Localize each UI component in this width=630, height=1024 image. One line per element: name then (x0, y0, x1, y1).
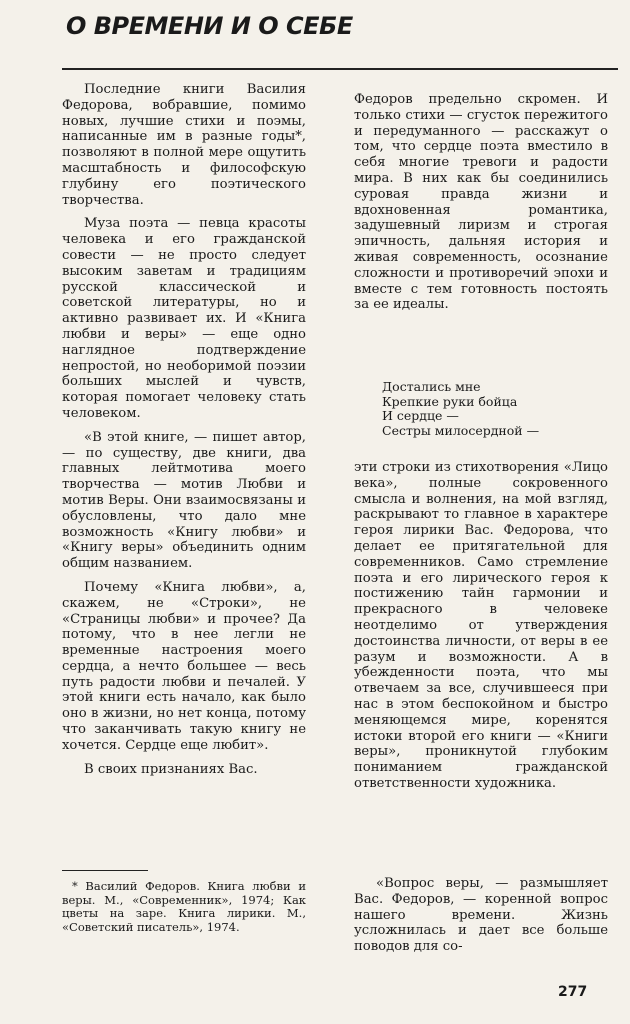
title-rule (62, 68, 618, 70)
poem-line: И сердце — (382, 408, 459, 423)
right-column-final (354, 876, 608, 955)
footnote-rule (62, 870, 148, 871)
poem-line: Достались мне (382, 379, 481, 394)
poem-line: Сестры милосердной — (382, 422, 540, 438)
paragraph: Муза поэта — певца красоты человека и его гражданской совести — не просто следует высоким заветам и традициям русской классической и советской литературы, но и активно развивает их. И «Книга любви и веры» — еще одно наглядное подтверждение непростой, но необоримой поэзии больших мыслей и чувств, которая помогает человеку стать человеком. (62, 216, 306, 421)
paragraph: В своих признаниях Вас. (84, 761, 258, 777)
left-column (62, 82, 306, 777)
page-number: 277 (558, 984, 588, 1000)
paragraph: Федоров предельно скромен. И только стихи — сгусток пережитого и передуманного — расскажут о том, что сердце поэта вместило в себя многие тревоги и радости мира. В них как бы соединились суровая правда жизни и вдохновенная романтика, задушевный лиризм и строгая эпичность, дальняя история и живая современность, осознание сложности и противоречий эпохи и вместе с тем готовность постоять за ее идеалы. (354, 92, 608, 313)
footnote: * Василий Федоров. Книга любви и веры. М., «Современник», 1974; Как цветы на заре. Книга лирики. М., «Советский писатель», 1974. (62, 879, 306, 934)
right-column-top (354, 92, 608, 313)
article-title: О ВРЕМЕНИ И О СЕБЕ (66, 12, 353, 40)
right-column-bottom (354, 460, 608, 792)
paragraph: «Вопрос веры, — размышляет Вас. Федоров, — коренной вопрос нашего времени. Жизнь усложнилась и дает все больше поводов для со- (354, 876, 608, 955)
paragraph: Последние книги Василия Федорова, вобравшие, помимо новых, лучшие стихи и поэмы, написанные им в разные годы*, позволяют в полной мере ощутить масштабность и философскую глубину его поэтического творчества. (62, 82, 306, 208)
paragraph: Почему «Книга любви», а, скажем, не «Строки», не «Страницы любви» и прочее? Да потому, что в нее легли не временные настроения моего сердца, а нечто большее — весь путь радости любви и печалей. У этой книги есть начало, как было оно в жизни, но нет конца, потому что заканчивать такую книгу не хочется. Сердце еще любит». (62, 579, 306, 753)
poem-quote (382, 380, 608, 438)
paragraph: эти строки из стихотворения «Лицо века», полные сокровенного смысла и волнения, на мой взгляд, раскрывают то главное в характере героя лирики Вас. Федорова, что делает ее притягательной для современников. Само стремление поэта и его лирического героя к постижению тайн гармонии и прекрасного в человеке неотделимо от утверждения достоинства личности, от веры в ее разум и возможности. А в убежденности поэта, что мы отвечаем за все, случившееся при нас в этом беспокойном и быстро меняющемся мире, коренятся истоки второй его книги — «Книги веры», проникнутой глубоким пониманием гражданской ответственности художника. (354, 460, 608, 791)
paragraph: «В этой книге, — пишет автор, — по существу, две книги, два главных лейтмотива моего творчества — мотив Любви и мотив Веры. Они взаимосвязаны и обусловлены, что дало мне возможность «Книгу любви» и «Книгу веры» объединить одним общим названием. (62, 429, 306, 572)
poem-line: Крепкие руки бойца (382, 393, 518, 409)
